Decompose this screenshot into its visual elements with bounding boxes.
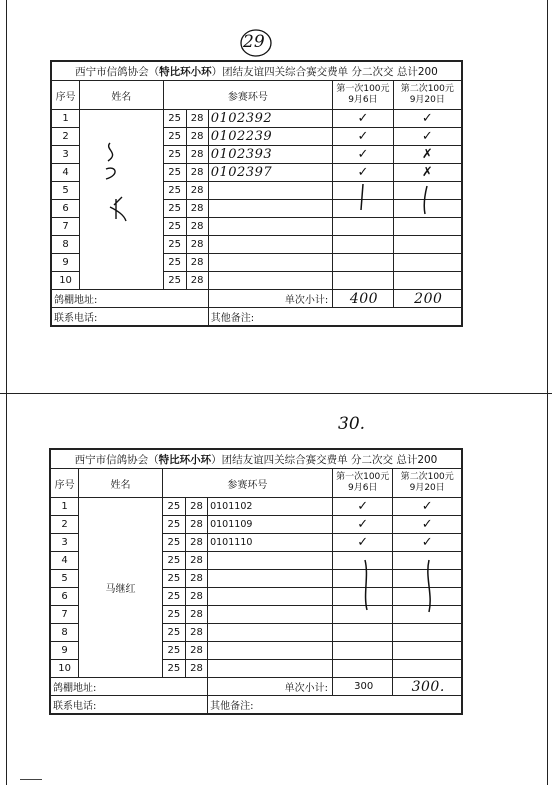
ring-prefix-a: 25 [162,516,185,534]
ring-prefix-b: 28 [186,164,208,182]
round1-mark [333,236,393,254]
round2-mark: ✓ [393,110,461,128]
paper-edge-left [6,0,7,393]
subtotal-label: 单次小计: [208,678,333,696]
phone-label: 联系电话: [51,696,208,714]
ring-prefix-b: 28 [185,624,207,642]
ring-prefix-a: 25 [163,254,186,272]
ring-number [208,200,333,218]
round2-mark: ✗ [393,146,461,164]
ring-prefix-b: 28 [185,534,207,552]
table-row [51,498,462,516]
row-seq: 5 [52,182,80,200]
row-seq: 5 [51,570,79,588]
ring-number [208,236,333,254]
row-seq: 8 [51,624,79,642]
ring-prefix-a: 25 [163,182,186,200]
header-ring: 参赛环号 [163,81,333,110]
contact-row [52,308,462,326]
row-seq: 9 [52,254,80,272]
subtotal-round1: 300 [332,678,392,696]
ring-prefix-b: 28 [186,200,208,218]
round2-mark: ✓ [393,516,462,534]
row-seq: 2 [51,516,79,534]
header-seq: 序号 [51,469,79,498]
round2-mark: ✓ [393,534,462,552]
subtotal-round1: 400 [333,290,393,308]
ring-prefix-a: 25 [162,534,185,552]
ring-number: 0102239 [208,128,333,146]
round1-mark [332,624,392,642]
ring-number [208,272,333,290]
subtotal-label: 单次小计: [208,290,333,308]
header-row [51,469,462,498]
scan-mark [20,779,42,780]
row-seq: 3 [52,146,80,164]
ring-prefix-a: 25 [162,570,185,588]
ring-prefix-a: 25 [162,498,185,516]
row-seq: 10 [52,272,80,290]
round1-mark: ✓ [332,498,392,516]
round1-mark: ✓ [333,164,393,182]
ring-number: 0101110 [208,534,333,552]
round2-mark [393,254,461,272]
round2-mark: ✗ [393,164,461,182]
ring-prefix-a: 25 [162,624,185,642]
ring-number: 0102393 [208,146,333,164]
ring-prefix-b: 28 [185,516,207,534]
contact-row [51,696,462,714]
row-seq: 7 [52,218,80,236]
row-seq: 7 [51,606,79,624]
ring-prefix-a: 25 [162,660,185,678]
form-title: 西宁市信鸽协会（特比环小环）团结友谊四关综合赛交费单 分二次交 总计200 [52,62,462,81]
header-seq: 序号 [52,81,80,110]
ring-prefix-b: 28 [186,128,208,146]
paper-edge-right [547,0,548,393]
row-seq: 4 [51,552,79,570]
row-seq: 9 [51,642,79,660]
ring-number [208,552,333,570]
paper-edge-right [547,394,548,785]
ring-number: 0102397 [208,164,333,182]
ring-prefix-a: 25 [163,218,186,236]
ring-prefix-b: 28 [185,606,207,624]
header-name: 姓名 [79,469,163,498]
ring-prefix-a: 25 [162,642,185,660]
ring-prefix-a: 25 [162,552,185,570]
round1-mark: ✓ [333,146,393,164]
round2-mark [393,624,462,642]
subtotal-row [52,290,462,308]
round2-mark [393,272,461,290]
page-number: 29 [243,32,265,52]
subtotal-round2: 200 [393,290,461,308]
table-row [52,110,462,128]
ring-prefix-b: 28 [185,552,207,570]
round2-mark [393,218,461,236]
signature-scribble [96,135,136,230]
ring-prefix-a: 25 [162,606,185,624]
ring-prefix-a: 25 [163,146,186,164]
round1-mark: ✓ [332,534,392,552]
ring-number [208,218,333,236]
subtotal-round2: 300. [393,678,462,696]
ring-prefix-a: 25 [163,128,186,146]
ring-prefix-b: 28 [186,272,208,290]
round1-mark [333,218,393,236]
round1-mark [333,272,393,290]
round2-mark [393,660,462,678]
round1-mark: ✓ [333,110,393,128]
ring-number [208,254,333,272]
player-name: 马继红 [79,498,163,678]
round2-mark: ✓ [393,498,462,516]
ring-prefix-b: 28 [186,146,208,164]
ring-number [208,588,333,606]
remarks-label: 其他备注: [208,696,462,714]
ring-prefix-b: 28 [186,236,208,254]
ring-prefix-a: 25 [163,110,186,128]
ring-prefix-b: 28 [185,588,207,606]
loft-address-label: 鸽棚地址: [52,290,209,308]
ring-number: 0101102 [208,498,333,516]
header-ring: 参赛环号 [162,469,332,498]
header-round1: 第一次100元 9月6日 [332,469,392,498]
round2-mark [393,236,461,254]
remarks-label: 其他备注: [208,308,461,326]
ring-prefix-b: 28 [186,254,208,272]
paper-edge-left [6,394,7,785]
row-seq: 4 [52,164,80,182]
ring-prefix-a: 25 [163,236,186,254]
round2-mark [393,642,462,660]
header-round2: 第二次100元 9月20日 [393,81,461,110]
ring-prefix-b: 28 [186,182,208,200]
ring-number: 0101109 [208,516,333,534]
ring-number: 0102392 [208,110,333,128]
row-seq: 10 [51,660,79,678]
ring-number [208,570,333,588]
round1-mark [332,660,392,678]
round2-mark: ✓ [393,128,461,146]
row-seq: 6 [52,200,80,218]
header-round1: 第一次100元 9月6日 [333,81,393,110]
title-row [51,450,462,469]
round1-mark [333,254,393,272]
ring-prefix-b: 28 [186,218,208,236]
subtotal-row [51,678,462,696]
form-title: 西宁市信鸽协会（特比环小环）团结友谊四关综合赛交费单 分二次交 总计200 [51,450,462,469]
page-number: 30. [338,414,366,434]
row-seq: 1 [51,498,79,516]
ring-prefix-b: 28 [185,570,207,588]
ring-prefix-b: 28 [185,498,207,516]
header-round2: 第二次100元 9月20日 [393,469,462,498]
ring-number [208,624,333,642]
ring-prefix-b: 28 [185,642,207,660]
round1-mark: ✓ [333,128,393,146]
row-seq: 1 [52,110,80,128]
header-name: 姓名 [80,81,163,110]
row-seq: 8 [52,236,80,254]
ring-prefix-a: 25 [163,200,186,218]
round1-mark [332,642,392,660]
ring-prefix-a: 25 [162,588,185,606]
header-row [52,81,462,110]
ring-number [208,660,333,678]
ring-prefix-b: 28 [186,110,208,128]
row-seq: 2 [52,128,80,146]
ring-number [208,182,333,200]
fee-sheet-30 [0,394,552,785]
ring-number [208,642,333,660]
round1-mark: ✓ [332,516,392,534]
row-seq: 3 [51,534,79,552]
row-seq: 6 [51,588,79,606]
title-row [52,62,462,81]
ring-number [208,606,333,624]
ring-prefix-a: 25 [163,272,186,290]
continuation-strokes [355,180,435,220]
ring-prefix-a: 25 [163,164,186,182]
continuation-strokes [355,556,435,616]
ring-prefix-b: 28 [185,660,207,678]
loft-address-label: 鸽棚地址: [51,678,208,696]
phone-label: 联系电话: [52,308,209,326]
